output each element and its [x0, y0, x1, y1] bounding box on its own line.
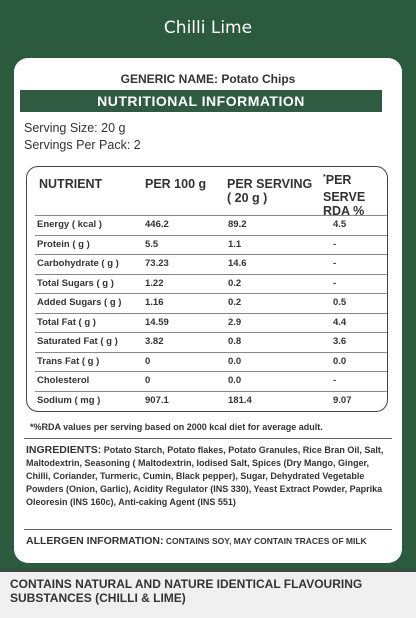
- divider: [24, 438, 392, 439]
- flavouring-statement: CONTAINS NATURAL AND NATURE IDENTICAL FLAVOURING SUBSTANCES (CHILLI & LIME): [10, 577, 363, 605]
- table-row: [35, 293, 387, 312]
- table-row: [35, 254, 387, 273]
- per-serving-cell: 1.1: [228, 238, 242, 250]
- per-100g-cell: 446.2: [145, 219, 169, 230]
- per-serving-cell: 89.2: [228, 219, 247, 230]
- header-per-serving: PER SERVING ( 20 g ): [227, 177, 313, 205]
- rda-footnote: *%RDA values per serving based on 2000 kcal diet for average adult.: [30, 422, 323, 432]
- nutrient-cell: Total Sugars ( g ): [37, 277, 114, 289]
- ingredients-block: [26, 444, 392, 509]
- per-100g-cell: 5.5: [145, 238, 159, 250]
- per-100g-cell: 1.22: [145, 277, 164, 289]
- table-row: [35, 215, 387, 234]
- allergen-label: ALLERGEN INFORMATION:: [26, 535, 164, 547]
- nutrient-cell: Added Sugars ( g ): [37, 297, 122, 308]
- rda-cell: -: [333, 277, 337, 289]
- rda-cell: -: [333, 375, 337, 386]
- table-row: [35, 371, 387, 390]
- nutrient-cell: Protein ( g ): [37, 238, 90, 250]
- divider: [24, 529, 392, 530]
- nutrient-cell: Sodium ( mg ): [37, 394, 101, 406]
- table-row: [35, 274, 387, 293]
- table-row: [35, 235, 387, 254]
- rda-cell: 0.5: [333, 297, 347, 308]
- serving-size: Serving Size: 20 g: [24, 121, 126, 135]
- nutrient-cell: Trans Fat ( g ): [37, 355, 100, 367]
- per-serving-cell: 0.2: [228, 277, 242, 289]
- ingredients-text: Potato Starch, Potato flakes, Potato Granules, Rice Bran Oil, Salt, Maltodextrin, Seasoning ( Maltodextrin, Iodised Salt, Spices (Dry Mango, Ginger, Chilli, Coriander, Turmeric, Cumin, Black pepper), Sugar, Dehydrated Vegetable Powders (Onion, Garlic), Acidity Regulator (INS 330), Yeast Extract Powder, Paprika Oleoresin (INS 160c), Anti-caking Agent (INS 551): [26, 445, 384, 507]
- per-serving-cell: 0.2: [228, 297, 242, 308]
- table-row: [35, 391, 387, 410]
- rda-cell: 3.6: [333, 336, 347, 347]
- nutrient-cell: Saturated Fat ( g ): [37, 336, 118, 347]
- nutrition-label-panel: [14, 58, 402, 563]
- per-serving-cell: 181.4: [228, 394, 252, 406]
- ingredients-label: INGREDIENTS:: [26, 444, 102, 456]
- flavouring-footer: [0, 570, 416, 618]
- nutrient-cell: Energy ( kcal ): [37, 219, 102, 230]
- rda-cell: 4.5: [333, 219, 347, 230]
- rda-cell: -: [333, 238, 337, 250]
- per-serving-cell: 0.0: [228, 375, 242, 386]
- per-serving-cell: 0.8: [228, 336, 242, 347]
- table-header: [27, 167, 387, 218]
- nutrient-cell: Cholesterol: [37, 375, 90, 386]
- per-100g-cell: 0: [145, 375, 151, 386]
- per-100g-cell: 0: [145, 355, 151, 367]
- table-row: [35, 332, 387, 351]
- per-100g-cell: 1.16: [145, 297, 164, 308]
- per-serving-cell: 2.9: [228, 316, 242, 328]
- header-nutrient: NUTRIENT: [39, 177, 103, 191]
- header-rda: *PER SERVE RDA %: [323, 173, 366, 218]
- per-100g-cell: 907.1: [145, 394, 169, 406]
- rda-cell: -: [333, 258, 337, 269]
- nutrient-cell: Total Fat ( g ): [37, 316, 96, 328]
- nutrient-cell: Carbohydrate ( g ): [37, 258, 119, 269]
- per-100g-cell: 14.59: [145, 316, 169, 328]
- nutrition-table: [26, 166, 388, 412]
- rda-cell: 9.07: [333, 394, 352, 406]
- allergen-block: [26, 535, 392, 547]
- header-per-100g: PER 100 g: [145, 177, 207, 191]
- servings-per-pack: Servings Per Pack: 2: [24, 138, 141, 152]
- allergen-text: CONTAINS SOY, MAY CONTAIN TRACES OF MILK: [163, 536, 367, 546]
- per-serving-cell: 0.0: [228, 355, 242, 367]
- rda-cell: 4.4: [333, 316, 347, 328]
- table-row: [35, 313, 387, 332]
- table-row: [35, 352, 387, 371]
- section-title: NUTRITIONAL INFORMATION: [20, 90, 382, 112]
- per-100g-cell: 73.23: [145, 258, 169, 269]
- per-100g-cell: 3.82: [145, 336, 164, 347]
- product-title: Chilli Lime: [163, 18, 253, 38]
- generic-name: GENERIC NAME: Potato Chips: [120, 72, 296, 86]
- rda-cell: 0.0: [333, 355, 347, 367]
- per-serving-cell: 14.6: [228, 258, 247, 269]
